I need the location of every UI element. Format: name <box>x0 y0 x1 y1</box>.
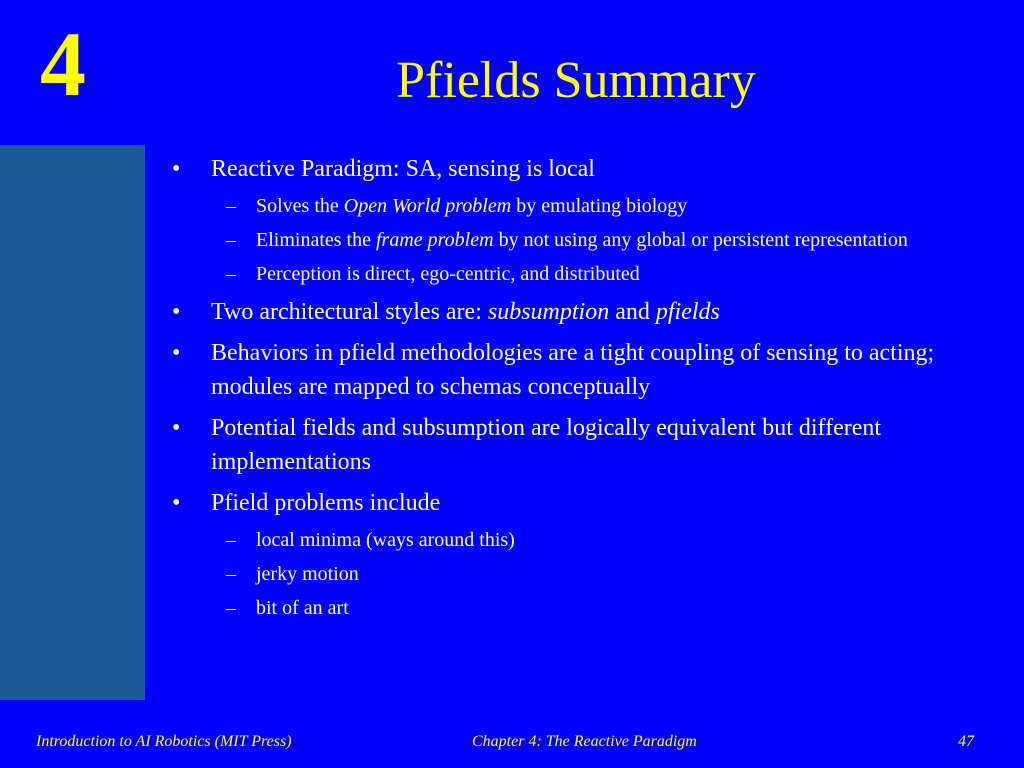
bullet-marker: • <box>172 156 181 182</box>
emphasis-subsumption: subsumption <box>487 299 610 325</box>
sub-bullet-text: jerky motion <box>256 563 359 585</box>
bullet-text: Two architectural styles are: <box>211 299 488 325</box>
sub-bullet-text: bit of an art <box>256 597 349 619</box>
bullet-list <box>168 152 968 629</box>
sub-bullet-perception <box>168 259 968 289</box>
sub-bullet-marker: – <box>226 529 236 551</box>
bullet-architectural-styles <box>168 295 968 329</box>
sub-bullet-frame-problem <box>168 225 968 255</box>
sub-bullet-marker: – <box>226 195 236 217</box>
bullet-marker: • <box>172 340 181 366</box>
sub-bullet-marker: – <box>226 563 236 585</box>
bullet-text: Pfield problems include <box>211 490 441 516</box>
footer-page-number: 47 <box>958 733 974 750</box>
sub-bullet-text: local minima (ways around this) <box>256 529 515 551</box>
bullet-text: Reactive Paradigm: SA, sensing is local <box>211 156 595 182</box>
bullet-behaviors <box>168 336 968 404</box>
bullet-reactive-paradigm <box>168 152 968 186</box>
sub-bullet-marker: – <box>226 597 236 619</box>
chapter-number: 4 <box>40 13 86 115</box>
side-bar <box>0 145 145 700</box>
sub-bullet-text: by not using any global or persistent representation <box>493 229 908 251</box>
slide-footer <box>0 733 1024 757</box>
bullet-marker: • <box>172 299 181 325</box>
bullet-marker: • <box>172 415 181 441</box>
emphasis-pfields: pfields <box>655 299 720 325</box>
footer-book-title: Introduction to AI Robotics (MIT Press) <box>36 733 292 750</box>
footer-chapter: Chapter 4: The Reactive Paradigm <box>472 733 697 750</box>
bullet-text: Potential fields and subsumption are logically equivalent but different implementations <box>211 415 882 475</box>
sub-bullet-text: Perception is direct, ego-centric, and distributed <box>256 263 640 285</box>
emphasis-open-world: Open World problem <box>343 195 512 217</box>
bullet-pfield-problems <box>168 486 968 520</box>
emphasis-frame-problem: frame problem <box>375 229 494 251</box>
sub-bullet-text: Solves the <box>256 195 344 217</box>
sub-bullet-marker: – <box>226 229 236 251</box>
bullet-text: and <box>609 299 656 325</box>
bullet-potential-fields <box>168 411 968 479</box>
slide-title: Pfields Summary <box>396 52 756 109</box>
sub-bullet-open-world <box>168 191 968 221</box>
bullet-marker: • <box>172 490 181 516</box>
sub-bullet-text: Eliminates the <box>256 229 376 251</box>
sub-bullet-bit-of-art <box>168 593 968 623</box>
sub-bullet-marker: – <box>226 263 236 285</box>
bullet-text: Behaviors in pfield methodologies are a tight coupling of sensing to acting; modules are mapped to schemas conceptually <box>211 340 935 400</box>
sub-bullet-jerky-motion <box>168 559 968 589</box>
sub-bullet-text: by emulating biology <box>511 195 688 217</box>
sub-bullet-local-minima <box>168 525 968 555</box>
